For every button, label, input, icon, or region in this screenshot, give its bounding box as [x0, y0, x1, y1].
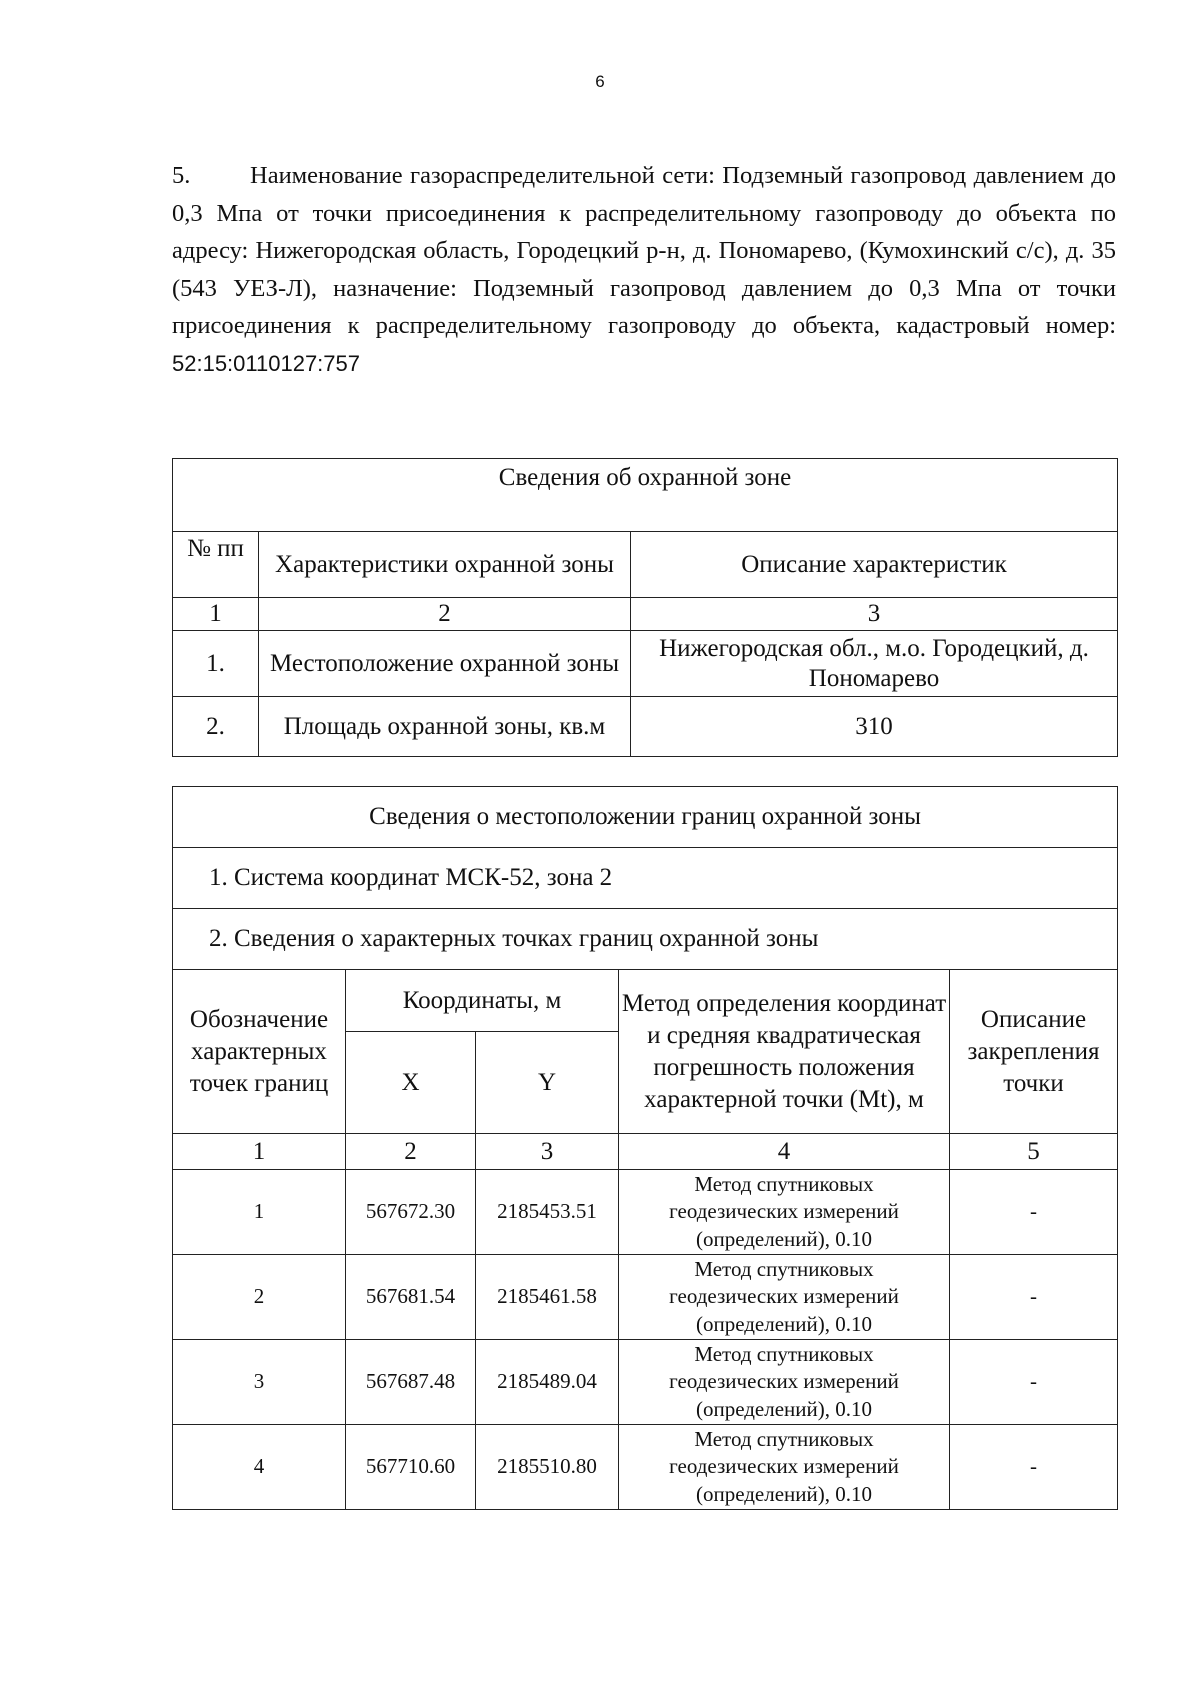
header-coordinates: Координаты, м: [346, 970, 619, 1032]
section-text-line: давлением до 0,3 Мпа от точки присоединения к распределительному: [172, 162, 1117, 227]
zone-row-description: 310: [631, 697, 1118, 757]
section-number: 5.: [172, 162, 191, 189]
zone-index-cell: 2: [259, 598, 631, 631]
coords-index-cell: 5: [950, 1134, 1118, 1170]
table-row: [173, 697, 1118, 757]
coords-index-cell: 2: [346, 1134, 476, 1170]
point-y: 2185461.58: [476, 1255, 619, 1340]
zone-row-characteristic: Местоположение охранной зоны: [259, 631, 631, 697]
point-designation: 1: [173, 1170, 346, 1255]
table-row: [173, 631, 1118, 697]
table-row: [173, 1170, 1118, 1255]
section-text-line: Пономарево, (Кумохинский с/с), д. 35 (543 УЕЗ-Л), назначение: Подземный: [172, 237, 1116, 302]
header-designation: Обозначение характерных точек границ: [173, 970, 346, 1134]
zone-index-cell: 3: [631, 598, 1118, 631]
point-method: Метод спутниковых геодезических измерений (определений), 0.10: [619, 1425, 950, 1510]
header-y: Y: [476, 1032, 619, 1134]
zone-header-description: Описание характеристик: [631, 532, 1118, 598]
boundary-coordinates-table: [172, 786, 1118, 1510]
zone-row-number: 2.: [173, 697, 259, 757]
protection-zone-table: [172, 458, 1118, 757]
point-x: 567710.60: [346, 1425, 476, 1510]
characteristic-points-line: 2. Сведения о характерных точках границ охранной зоны: [173, 909, 1118, 970]
zone-table-title: Сведения об охранной зоне: [173, 459, 1118, 532]
section-text-line: Наименование газораспределительной сети: Подземный газопровод: [250, 162, 967, 189]
table-row: [173, 1255, 1118, 1340]
point-method: Метод спутниковых геодезических измерений (определений), 0.10: [619, 1340, 950, 1425]
point-designation: 3: [173, 1340, 346, 1425]
header-x: X: [346, 1032, 476, 1134]
coordinate-system-line: 1. Система координат МСК-52, зона 2: [173, 848, 1118, 909]
point-y: 2185489.04: [476, 1340, 619, 1425]
section-text-line: газопроводу до объекта по адресу: Нижегородская область, Городецкий р-н, д.: [172, 199, 1116, 265]
coords-table-title: Сведения о местоположении границ охранной зоны: [173, 787, 1118, 848]
zone-row-characteristic: Площадь охранной зоны, кв.м: [259, 697, 631, 757]
zone-row-number: 1.: [173, 631, 259, 697]
zone-index-cell: 1: [173, 598, 259, 631]
point-x: 567687.48: [346, 1340, 476, 1425]
point-designation: 2: [173, 1255, 346, 1340]
point-x: 567672.30: [346, 1170, 476, 1255]
zone-header-number: № пп: [173, 532, 259, 598]
point-fixing: -: [950, 1170, 1118, 1255]
section-text-line: распределительному газопроводу до объекта, кадастровый номер:: [375, 312, 1117, 340]
coords-index-cell: 3: [476, 1134, 619, 1170]
point-method: Метод спутниковых геодезических измерений (определений), 0.10: [619, 1170, 950, 1255]
point-designation: 4: [173, 1425, 346, 1510]
point-fixing: -: [950, 1255, 1118, 1340]
section-text-line: газопровод давлением до 0,3 Мпа от точки присоединения к: [172, 274, 1116, 340]
cadastral-number: 52:15:0110127:757: [172, 350, 360, 376]
page-number: 6: [595, 72, 605, 91]
point-fixing: -: [950, 1340, 1118, 1425]
point-fixing: -: [950, 1425, 1118, 1510]
point-method: Метод спутниковых геодезических измерений (определений), 0.10: [619, 1255, 950, 1340]
coords-index-cell: 1: [173, 1134, 346, 1170]
table-row: [173, 1340, 1118, 1425]
point-y: 2185453.51: [476, 1170, 619, 1255]
point-x: 567681.54: [346, 1255, 476, 1340]
header-fixing: Описание закрепления точки: [950, 970, 1118, 1134]
coords-index-cell: 4: [619, 1134, 950, 1170]
zone-header-characteristics: Характеристики охранной зоны: [259, 532, 631, 598]
table-row: [173, 1425, 1118, 1510]
section-paragraph: [172, 157, 1116, 383]
point-y: 2185510.80: [476, 1425, 619, 1510]
zone-row-description: Нижегородская обл., м.о. Городецкий, д. Пономарево: [631, 631, 1118, 697]
header-method: Метод определения координат и средняя квадратическая погрешность положения характерной точки (Mt), м: [619, 970, 950, 1134]
